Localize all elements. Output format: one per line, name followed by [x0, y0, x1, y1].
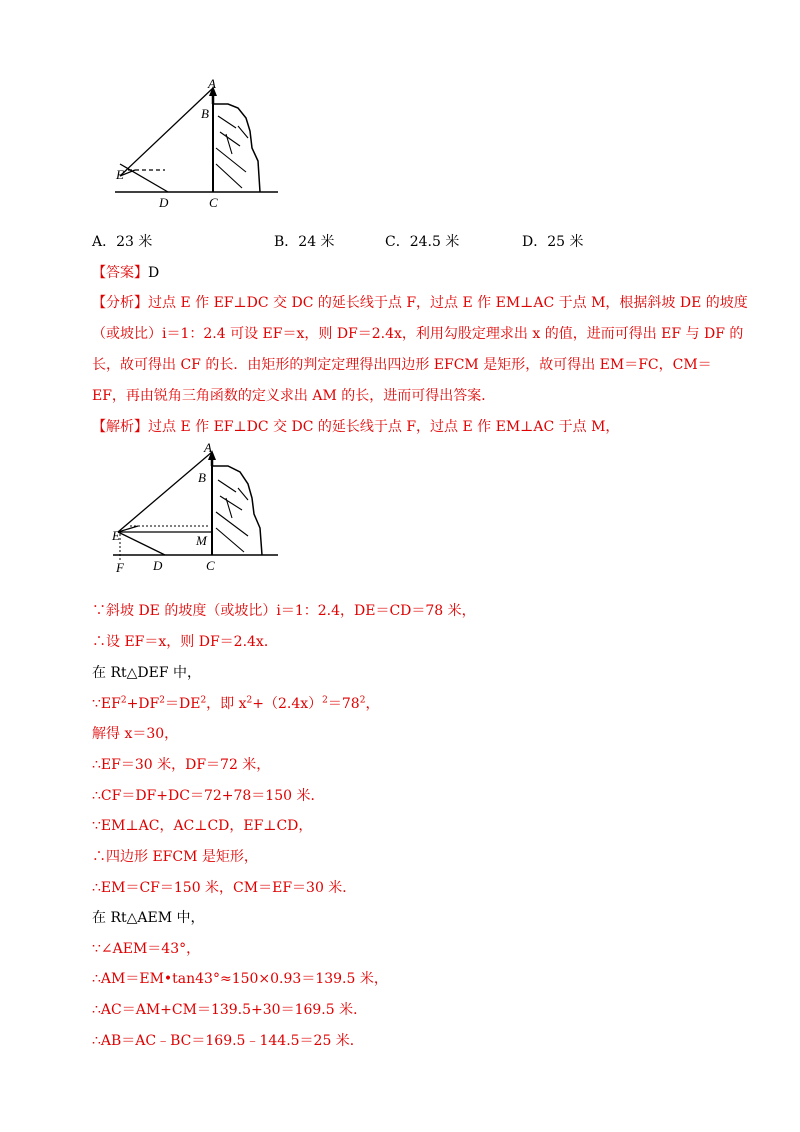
step-5: 解得 x＝30，	[92, 726, 179, 742]
answer-options	[92, 231, 732, 253]
solution-line: 【解析】过点 E 作 EF⊥DC 交 DC 的延长线于点 F，过点 E 作 EM⊥AC 于点 M，	[92, 419, 620, 435]
label-e: E	[112, 528, 120, 543]
solution-tag: 【解析】	[92, 419, 148, 435]
label-c: C	[206, 558, 215, 573]
option-a: A．23 米	[92, 234, 153, 250]
cliff-hatching	[216, 116, 248, 188]
label-b: B	[201, 106, 209, 121]
analysis-line-3: 长，故可得出 CF 的长．由矩形的判定定理得出四边形 EFCM 是矩形，故可得出 EM＝FC，CM＝	[92, 357, 712, 373]
solution-figure	[108, 440, 283, 578]
label-d: D	[159, 195, 169, 210]
label-b: B	[198, 470, 206, 485]
option-b: B．24 米	[274, 234, 335, 250]
step-8: ∵EM⊥AC，AC⊥CD，EF⊥CD，	[92, 818, 313, 834]
step-13: ∴AM＝EM•tan43°≈150×0.93＝139.5 米，	[92, 971, 388, 987]
step-7: ∴CF＝DF+DC＝72+78＝150 米．	[92, 788, 325, 804]
label-a: A	[204, 440, 212, 455]
answer-tag: 【答案】	[92, 265, 148, 281]
sight-line-ea	[118, 452, 212, 532]
option-d: D．25 米	[522, 234, 584, 250]
cliff-outline	[213, 466, 262, 555]
slope-de	[120, 164, 168, 192]
cliff-outline	[214, 104, 260, 192]
analysis-line-2: （或坡比）i＝1：2.4 可设 EF＝x，则 DF＝2.4x，利用勾股定理求出 x 的值，进而可得出 EF 与 DF 的	[92, 326, 744, 342]
analysis-line-4: EF，再由锐角三角函数的定义求出 AM 的长，进而可得出答案．	[92, 388, 496, 404]
label-e: E	[116, 167, 124, 182]
answer-line	[92, 262, 159, 282]
label-m: M	[196, 533, 207, 548]
option-c: C．24.5 米	[385, 234, 460, 250]
analysis-line-1: 【分析】过点 E 作 EF⊥DC 交 DC 的延长线于点 F，过点 E 作 EM⊥AC 于点 M，根据斜坡 DE 的坡度	[92, 295, 748, 311]
step-14: ∴AC＝AM+CM＝139.5+30＝169.5 米．	[92, 1002, 368, 1018]
step-6: ∴EF＝30 米，DF＝72 米，	[92, 757, 271, 773]
step-2: ∴设 EF＝x，则 DF＝2.4x．	[92, 634, 278, 650]
sight-line-ea	[120, 88, 213, 176]
step-11: 在 Rt△AEM 中，	[92, 910, 205, 926]
step-12: ∵∠AEM＝43°，	[92, 941, 201, 957]
step-15: ∴AB＝AC﹣BC＝169.5﹣144.5＝25 米．	[92, 1033, 364, 1049]
analysis-tag: 【分析】	[92, 295, 148, 311]
label-d: D	[153, 558, 163, 573]
step-3: 在 Rt△DEF 中，	[92, 665, 201, 681]
label-c: C	[209, 195, 218, 210]
problem-figure	[110, 76, 280, 211]
step-10: ∴EM＝CF＝150 米，CM＝EF＝30 米．	[92, 880, 357, 896]
slope-de	[118, 532, 165, 555]
answer-value: D	[148, 265, 160, 281]
step-4: $\because EF^2+DF^2=DE^2$，即 $x^2+(2.4x)^2=78^2$，	[92, 695, 380, 712]
cliff-hatching	[216, 480, 248, 552]
step-9: ∴四边形 EFCM 是矩形，	[92, 849, 258, 865]
label-a: A	[208, 76, 216, 91]
step-1: ∵斜坡 DE 的坡度（或坡比）i＝1：2.4，DE＝CD＝78 米，	[92, 603, 476, 619]
label-f: F	[116, 560, 124, 575]
